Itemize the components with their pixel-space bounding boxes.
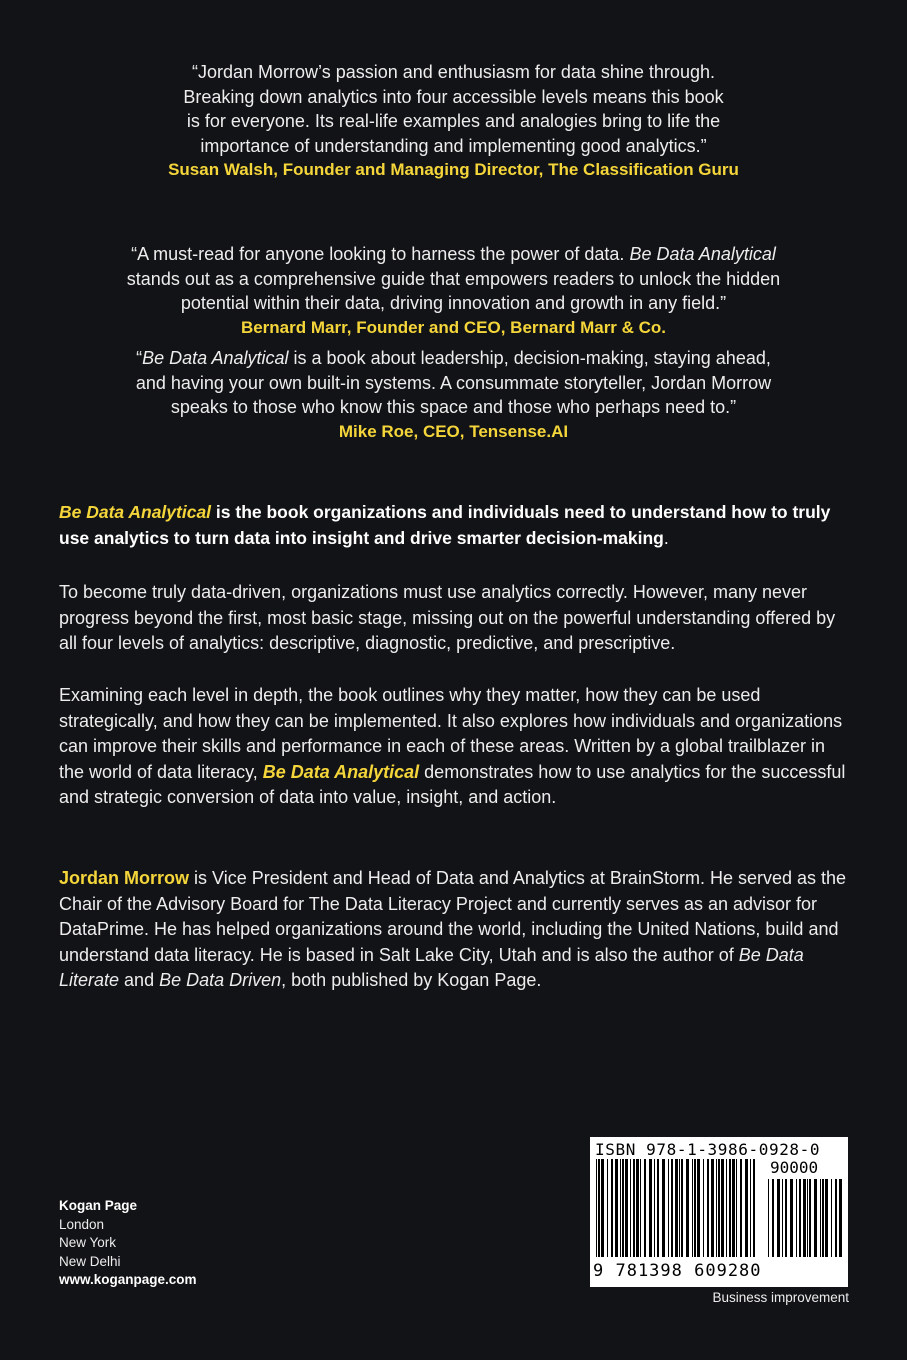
barcode-bar [707, 1159, 709, 1257]
author-name: Jordan Morrow [59, 868, 190, 888]
barcode-bar [809, 1179, 811, 1257]
barcode-bar [681, 1159, 683, 1257]
book-title-highlight: Be Data Analytical [59, 502, 212, 522]
quote-line: “Jordan Morrow’s passion and enthusiasm for data shine through. [192, 62, 715, 82]
price-code: 90000 [770, 1158, 819, 1177]
barcode-bar [732, 1159, 735, 1257]
barcode-bar [668, 1159, 669, 1257]
paragraph-text: Examining each level in depth, the book outlines why they matter, how they can be used strategically, and how they can be implemented. It also explores how individuals and organizations can improve their skills and performance in each of these areas. Written by a global trailblazer in the world of data literacy, [59, 685, 843, 782]
barcode-bar [716, 1159, 717, 1257]
description-paragraph-2 [59, 683, 849, 811]
quote-line: stands out as a comprehensive guide that empowers readers to unlock the hidden [126, 268, 781, 289]
bio-text: and [119, 970, 160, 990]
barcode-bar [785, 1179, 787, 1257]
bio-text: , both published by Kogan Page. [281, 970, 542, 990]
quote-susan-walsh [80, 60, 827, 183]
quote-bernard-marr [80, 242, 827, 340]
category-label: Business improvement [712, 1290, 849, 1305]
barcode-bar [831, 1179, 832, 1257]
bio-text: is Vice President and Head of Data and Analytics at BrainStorm. He served as the Chair of the Advisory Board for The Data Literacy Project and currently serves as an advisor for DataPrime. He has helped organizations around the world, including the United Nations, build and understand data literacy. He is based in Salt Lake City, Utah and is also the author of [59, 868, 847, 965]
barcode-bar [598, 1159, 600, 1257]
quote-line: importance of understanding and implementing good analytics.” [200, 135, 707, 156]
barcode-bar [740, 1159, 742, 1257]
quote-line: potential within their data, driving innovation and growth in any field.” [180, 293, 727, 314]
description-paragraph-1: To become truly data-driven, organizations must use analytics correctly. However, many never progress beyond the first, most basic stage, missing out on the powerful understanding offered by all four levels of analytics: descriptive, diagnostic, predictive, and prescriptive. [59, 582, 836, 653]
barcode-bar [620, 1159, 621, 1257]
barcode-bar [640, 1159, 641, 1257]
barcode-bar [697, 1159, 700, 1257]
book-title-italic: Be Data Analytical [142, 348, 289, 368]
quote-attribution: Susan Walsh, Founder and Managing Director, The Classification Guru [168, 160, 739, 180]
barcode-bar [703, 1159, 704, 1257]
barcode-bar [782, 1179, 783, 1257]
barcode-bar [601, 1159, 604, 1257]
barcode-bar [718, 1159, 720, 1257]
book-title-italic: Be Data Analytical [629, 244, 776, 264]
barcode-bar [753, 1159, 755, 1257]
quote-attribution: Mike Roe, CEO, Tensense.AI [338, 421, 569, 441]
barcode-bar [692, 1159, 693, 1257]
quote-text-segment: “A must-read for anyone looking to harness the power of data. [131, 244, 630, 264]
quote-text-segment: is a book about leadership, decision-making, staying ahead, [288, 348, 771, 368]
barcode-bar [772, 1179, 774, 1257]
barcode-bar [675, 1159, 678, 1257]
barcode-bars-icon [596, 1159, 842, 1261]
barcode-bar [726, 1159, 727, 1257]
book-title-highlight: Be Data Analytical [262, 761, 420, 782]
barcode-bar [807, 1179, 808, 1257]
barcode-bar [596, 1159, 597, 1257]
book-title-italic: Be Data Literate [59, 944, 804, 990]
barcode-bar [822, 1179, 824, 1257]
quote-line: speaks to those who know this space and those who perhaps need to.” [170, 397, 737, 418]
barcode-bar [615, 1159, 618, 1257]
barcode-bar [745, 1159, 748, 1257]
publisher-block [59, 1197, 197, 1290]
barcode-bar [625, 1159, 628, 1257]
barcode-bar [662, 1159, 665, 1257]
barcode-bar [790, 1179, 793, 1257]
book-title-italic: Be Data Driven [159, 970, 282, 990]
quote-line: is for everyone. Its real-life examples and analogies bring to life the [186, 111, 721, 132]
barcode-bar [803, 1179, 806, 1257]
publisher-city: New York [59, 1235, 117, 1250]
barcode-bar [657, 1159, 659, 1257]
barcode-bar [825, 1179, 828, 1257]
quote-mike-roe [80, 346, 827, 444]
barcode-bar [636, 1159, 639, 1257]
quote-open-mark: “ [136, 348, 143, 368]
barcode-bar [611, 1159, 613, 1257]
quote-attribution: Bernard Marr, Founder and CEO, Bernard Marr & Co. [240, 317, 667, 337]
isbn-number: ISBN 978-1-3986-0928-0 [595, 1140, 821, 1159]
lead-end: . [663, 527, 669, 548]
ean-number: 9 781398 609280 [593, 1261, 762, 1281]
lead-text: is the book organizations and individuals need to understand how to truly use analytics to turn data into insight and drive smarter decision-making [59, 502, 831, 548]
barcode-bar [736, 1159, 737, 1257]
barcode-bar [768, 1179, 769, 1257]
lead-paragraph [59, 500, 849, 551]
publisher-name: Kogan Page [59, 1198, 138, 1213]
barcode-bar [814, 1179, 817, 1257]
barcode-bar [799, 1179, 801, 1257]
barcode-bar [686, 1159, 689, 1257]
barcode-bar [679, 1159, 680, 1257]
isbn-barcode [590, 1137, 848, 1287]
publisher-city: London [59, 1216, 105, 1232]
barcode-bar [644, 1159, 646, 1257]
barcode-bar [839, 1179, 842, 1257]
paragraph-text: demonstrates how to use analytics for the successful and strategic conversion of data into value, insight, and action. [59, 761, 846, 807]
quote-line: Breaking down analytics into four accessible levels means this book [183, 86, 724, 107]
quote-line [80, 346, 827, 371]
barcode-bar [796, 1179, 797, 1257]
publisher-city: New Delhi [59, 1253, 121, 1269]
barcode-bar [777, 1179, 780, 1257]
barcode-bar [607, 1159, 608, 1257]
barcode-bar [694, 1159, 696, 1257]
barcode-bar [622, 1159, 624, 1257]
author-bio [59, 866, 849, 994]
barcode-bar [820, 1179, 821, 1257]
barcode-bar [750, 1159, 751, 1257]
quote-line [80, 242, 827, 267]
barcode-bar [729, 1159, 731, 1257]
barcode-bar [711, 1159, 714, 1257]
barcode-bar [835, 1179, 837, 1257]
quote-line: and having your own built-in systems. A consummate storyteller, Jordan Morrow [135, 372, 772, 393]
barcode-bar [721, 1159, 724, 1257]
barcode-bar [649, 1159, 652, 1257]
barcode-bar [654, 1159, 655, 1257]
barcode-bar [630, 1159, 631, 1257]
barcode-bar [671, 1159, 673, 1257]
barcode-bar [633, 1159, 635, 1257]
publisher-url: www.koganpage.com [59, 1272, 197, 1287]
